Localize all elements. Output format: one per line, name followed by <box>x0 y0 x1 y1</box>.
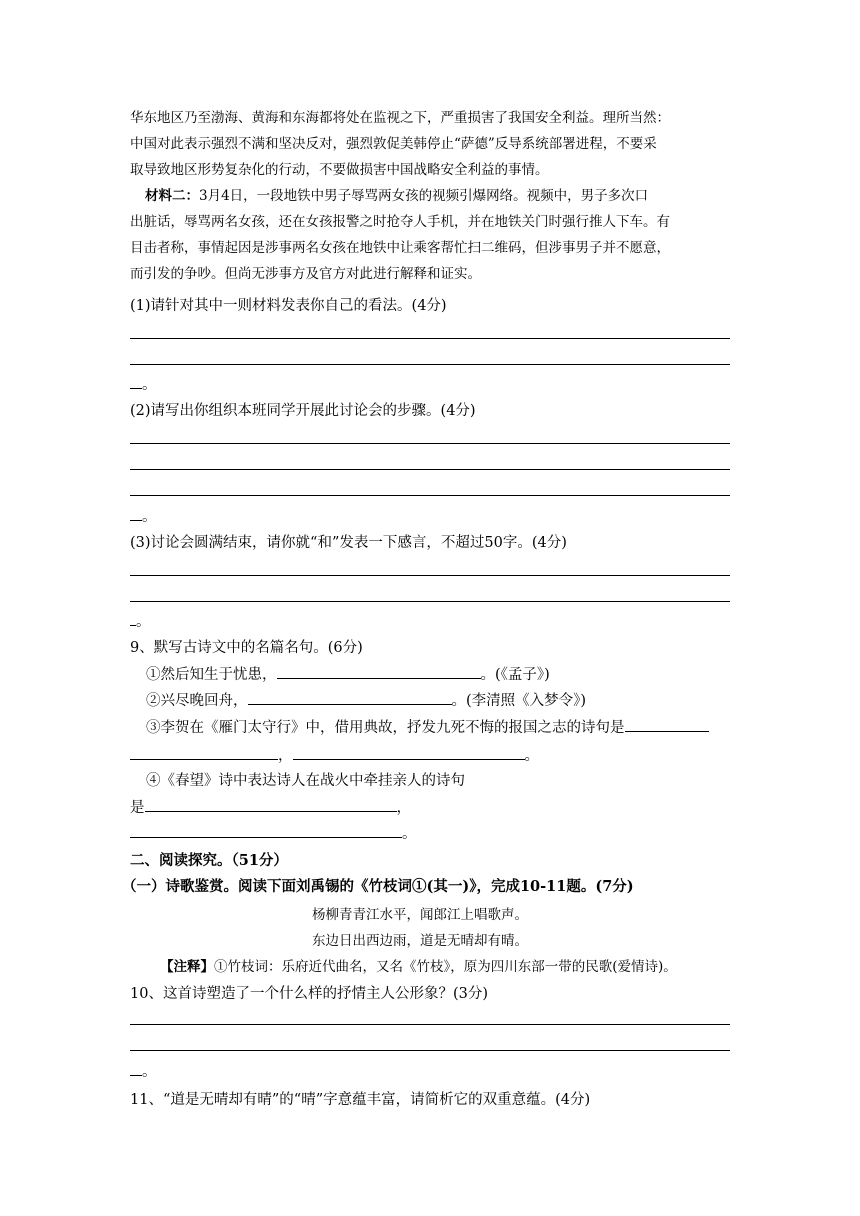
q8-part3: (3)讨论会圆满结束，请你就“和”发表一下感言，不超过50字。(4分) <box>130 535 567 551</box>
fill-blank[interactable] <box>130 823 402 838</box>
answer-line[interactable] <box>130 601 730 602</box>
q9-item-2 <box>146 690 586 711</box>
material2-label: 材料二： <box>145 188 199 204</box>
q9-item-4-cont2 <box>130 823 417 844</box>
fill-blank[interactable] <box>130 745 278 760</box>
end-mark: 。 <box>142 377 157 393</box>
material2-first-line <box>145 186 648 206</box>
q9-item-1 <box>146 664 550 685</box>
answer-end <box>130 374 157 395</box>
comma: ， <box>278 748 293 764</box>
section2-title: 二、阅读探究。（51分） <box>130 852 288 869</box>
material2-line-1: 3月4日，一段地铁中男子辱骂两女孩的视频引爆网络。视频中，男子多次口 <box>199 188 649 204</box>
fill-blank[interactable] <box>293 745 525 760</box>
q11-title: 11、“道是无晴却有晴”的“晴”字意蕴丰富，请简析它的双重意蕴。(4分) <box>130 1092 591 1108</box>
end-mark: 。 <box>142 509 157 525</box>
q9-item3-text: ③李贺在《雁门太守行》中，借用典故，抒发九死不悔的报国之志的诗句是 <box>146 720 625 736</box>
q10-title: 10、这首诗塑造了一个什么样的抒情主人公形象？(3分) <box>130 986 488 1002</box>
material2-line-4: 而引发的争吵。但尚无涉事方及官方对此进行解释和证实。 <box>130 266 481 282</box>
answer-blank[interactable] <box>130 374 142 389</box>
poem-line-1: 杨柳青青江水平，闻郎江上唱歌声。 <box>312 907 528 923</box>
answer-line[interactable] <box>130 575 730 576</box>
q9-item-3 <box>146 717 709 738</box>
q8-part2: (2)请写出你组织本班同学开展此讨论会的步骤。(4分) <box>130 403 476 419</box>
section2-subtitle: （一）诗歌鉴赏。阅读下面刘禹锡的《竹枝词①(其一)》，完成10-11题。(7分) <box>122 878 634 895</box>
note-label: 【注释】 <box>160 959 214 975</box>
answer-line[interactable] <box>130 1024 730 1025</box>
q8-part1: (1)请针对其中一则材料发表你自己的看法。(4分) <box>130 298 447 314</box>
is-text: 是 <box>130 800 145 816</box>
answer-blank[interactable] <box>130 506 142 521</box>
end-mark: 。 <box>142 1064 157 1080</box>
answer-end <box>130 1061 157 1082</box>
poem-note <box>160 957 677 977</box>
material1-line-1: 华东地区乃至渤海、黄海和东海都将处在监视之下，严重损害了我国安全利益。理所当然： <box>130 110 670 126</box>
q9-item-3-cont <box>130 745 539 766</box>
answer-end <box>130 611 151 632</box>
q9-item2-text-a: ②兴尽晚回舟， <box>146 693 248 709</box>
fill-blank[interactable] <box>248 690 452 705</box>
answer-end <box>130 506 157 527</box>
q9-item-4-cont <box>130 797 411 818</box>
end-mark: 。 <box>136 614 151 630</box>
q9-title: 9、默写古诗文中的名篇名句。(6分) <box>130 640 363 656</box>
answer-line[interactable] <box>130 1050 730 1051</box>
answer-line[interactable] <box>130 338 730 339</box>
answer-line[interactable] <box>130 495 730 496</box>
q9-item1-text-a: ①然后知生于忧患， <box>146 667 277 683</box>
fill-blank[interactable] <box>277 664 481 679</box>
comma: ， <box>396 800 411 816</box>
fill-blank[interactable] <box>625 717 709 732</box>
period: 。 <box>402 826 417 842</box>
answer-line[interactable] <box>130 443 730 444</box>
answer-blank[interactable] <box>130 1061 142 1076</box>
period: 。 <box>524 748 539 764</box>
answer-line[interactable] <box>130 364 730 365</box>
material2-line-3: 目击者称，事情起因是涉事两名女孩在地铁中让乘客帮忙扫二维码，但涉事男子并不愿意， <box>130 240 670 256</box>
fill-blank[interactable] <box>145 797 397 812</box>
note-text: ①竹枝词：乐府近代曲名，又名《竹枝》，原为四川东部一带的民歌(爱情诗)。 <box>214 959 677 975</box>
q9-item1-text-b: 。(《孟子》) <box>480 667 550 683</box>
q9-item2-text-b: 。(李清照《入梦令》) <box>451 693 587 709</box>
material2-line-2: 出脏话，辱骂两名女孩，还在女孩报警之时抢夺人手机，并在地铁关门时强行推人下车。有 <box>130 214 670 230</box>
material1-line-3: 取导致地区形势复杂化的行动，不要做损害中国战略安全利益的事情。 <box>130 162 549 178</box>
poem-line-2: 东边日出西边雨，道是无晴却有晴。 <box>312 933 528 949</box>
answer-line[interactable] <box>130 469 730 470</box>
material1-line-2: 中国对此表示强烈不满和坚决反对，强烈敦促美韩停止“萨德”反导系统部署进程，不要采 <box>130 136 657 152</box>
q9-item-4: ④《春望》诗中表达诗人在战火中牵挂亲人的诗句 <box>146 773 465 789</box>
